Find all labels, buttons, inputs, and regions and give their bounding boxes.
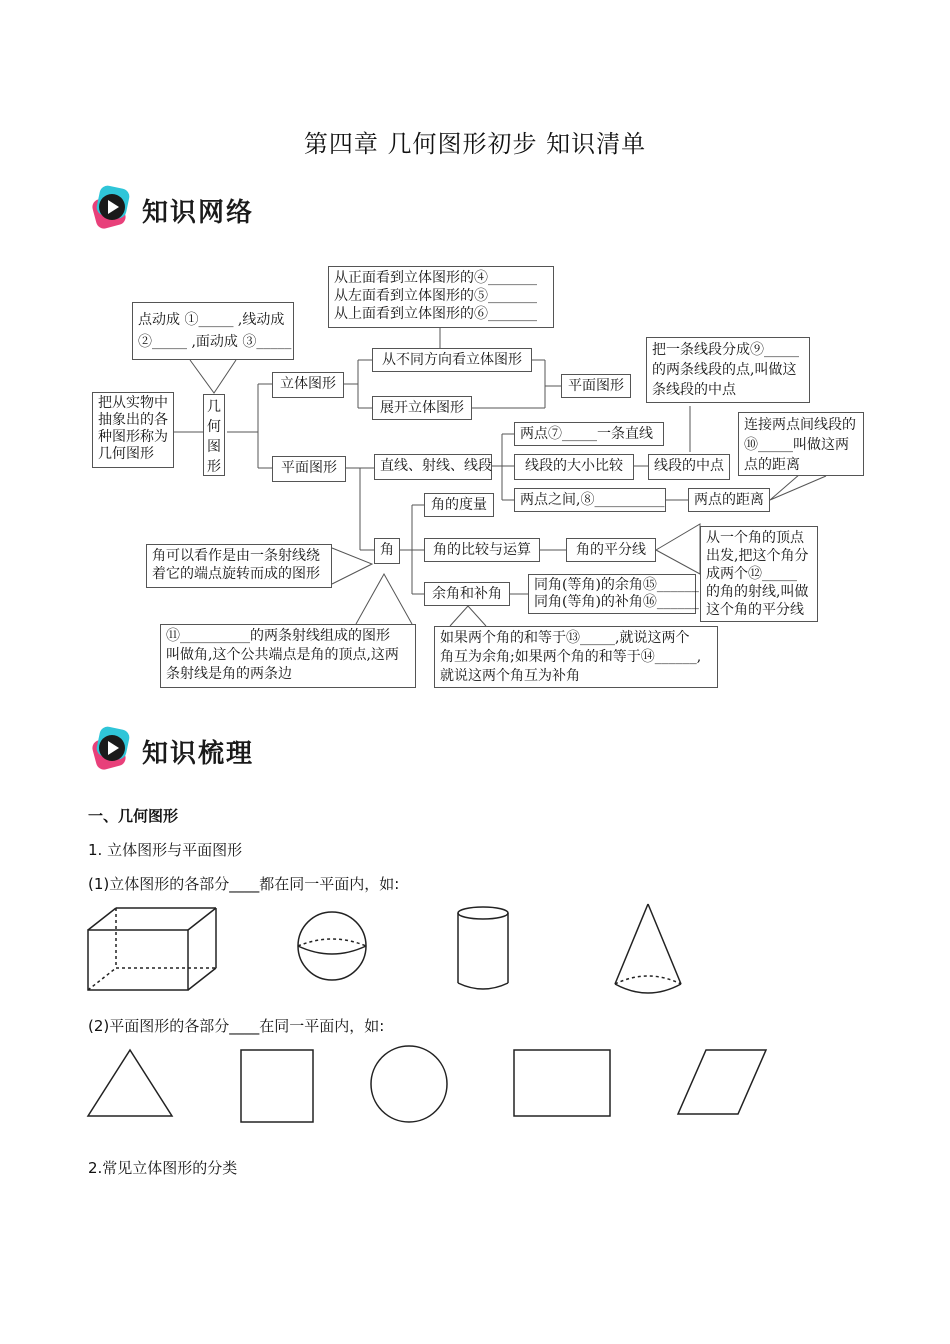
map-comp-supp-property: 同角(等角)的余角⑮______ 同角(等角)的补角⑯______ xyxy=(528,574,696,614)
map-compare-segments: 线段的大小比较 xyxy=(514,454,634,480)
sphere-icon xyxy=(298,912,366,980)
map-bisector: 角的平分线 xyxy=(566,538,656,562)
rectangle-icon xyxy=(514,1050,610,1116)
triangle-icon xyxy=(88,1050,172,1116)
square-icon xyxy=(241,1050,313,1122)
cone-icon xyxy=(615,904,681,993)
map-solid: 立体图形 xyxy=(272,372,344,398)
cylinder-icon xyxy=(458,907,508,989)
map-angle-def: ⑪__________的两条射线组成的图形 叫做角,这个公共端点是角的顶点,这两 条射线是角的两条边 xyxy=(160,624,416,688)
map-midpoint-def: 把一条线段分成⑨_____ 的两条线段的点,叫做这 条线段的中点 xyxy=(646,337,810,403)
map-complement-def: 如果两个角的和等于⑬_____,就说这两个 角互为余角;如果两个角的和等于⑭______, 就说这两个角互为补角 xyxy=(434,626,718,688)
map-distance: 两点的距离 xyxy=(688,488,770,512)
map-plane: 平面图形 xyxy=(272,456,346,482)
map-angle: 角 xyxy=(374,538,400,564)
map-shortest: 两点之间,⑧__________ xyxy=(514,488,666,512)
map-complement-supplement: 余角和补角 xyxy=(424,582,510,606)
map-views-def: 从正面看到立体图形的④_______ 从左面看到立体图形的⑤_______ 从上面看到立体图形的⑥_______ xyxy=(328,266,554,328)
section-title-network: 知识网络 xyxy=(142,198,255,228)
cuboid-icon xyxy=(88,908,216,990)
play-logo-icon xyxy=(88,724,138,774)
paragraph-solid: (1)立体图形的各部分____都在同一平面内，如: xyxy=(88,875,400,893)
map-distance-def: 连接两点间线段的 ⑩_____叫做这两 点的距离 xyxy=(738,412,864,476)
map-midpoint: 线段的中点 xyxy=(648,454,730,480)
map-two-points-line: 两点⑦_____一条直线 xyxy=(514,422,664,446)
heading-solid-plane: 1. 立体图形与平面图形 xyxy=(88,841,243,859)
section-title-review: 知识梳理 xyxy=(142,739,255,769)
map-angle-compare: 角的比较与运算 xyxy=(424,538,540,562)
map-rotation-def: 角可以看作是由一条射线绕 着它的端点旋转而成的图形 xyxy=(146,544,332,588)
map-root: 几何图形 xyxy=(203,394,225,476)
map-lines: 直线、射线、线段 xyxy=(374,454,492,480)
parallelogram-icon xyxy=(678,1050,766,1114)
map-angle-measure: 角的度量 xyxy=(424,493,494,517)
map-abstract-def: 把从实物中 抽象出的各 种图形称为 几何图形 xyxy=(92,392,174,468)
map-view-directions: 从不同方向看立体图形 xyxy=(372,348,532,372)
map-unfold: 展开立体图形 xyxy=(372,396,472,420)
heading-solid-classification: 2.常见立体图形的分类 xyxy=(88,1159,238,1177)
circle-icon xyxy=(371,1046,447,1122)
paragraph-plane: (2)平面图形的各部分____在同一平面内，如: xyxy=(88,1017,385,1035)
map-bisector-def: 从一个角的顶点 出发,把这个角分 成两个⑫_____ 的角的射线,叫做 这个角的平分线 xyxy=(700,526,818,622)
map-plane-figure: 平面图形 xyxy=(561,374,631,398)
page-title: 第四章 几何图形初步 知识清单 xyxy=(303,130,647,158)
map-point-move: 点动成 ①_____ ,线动成 ②_____ ,面动成 ③_____ xyxy=(132,302,294,360)
heading-geometry: 一、几何图形 xyxy=(88,807,179,825)
